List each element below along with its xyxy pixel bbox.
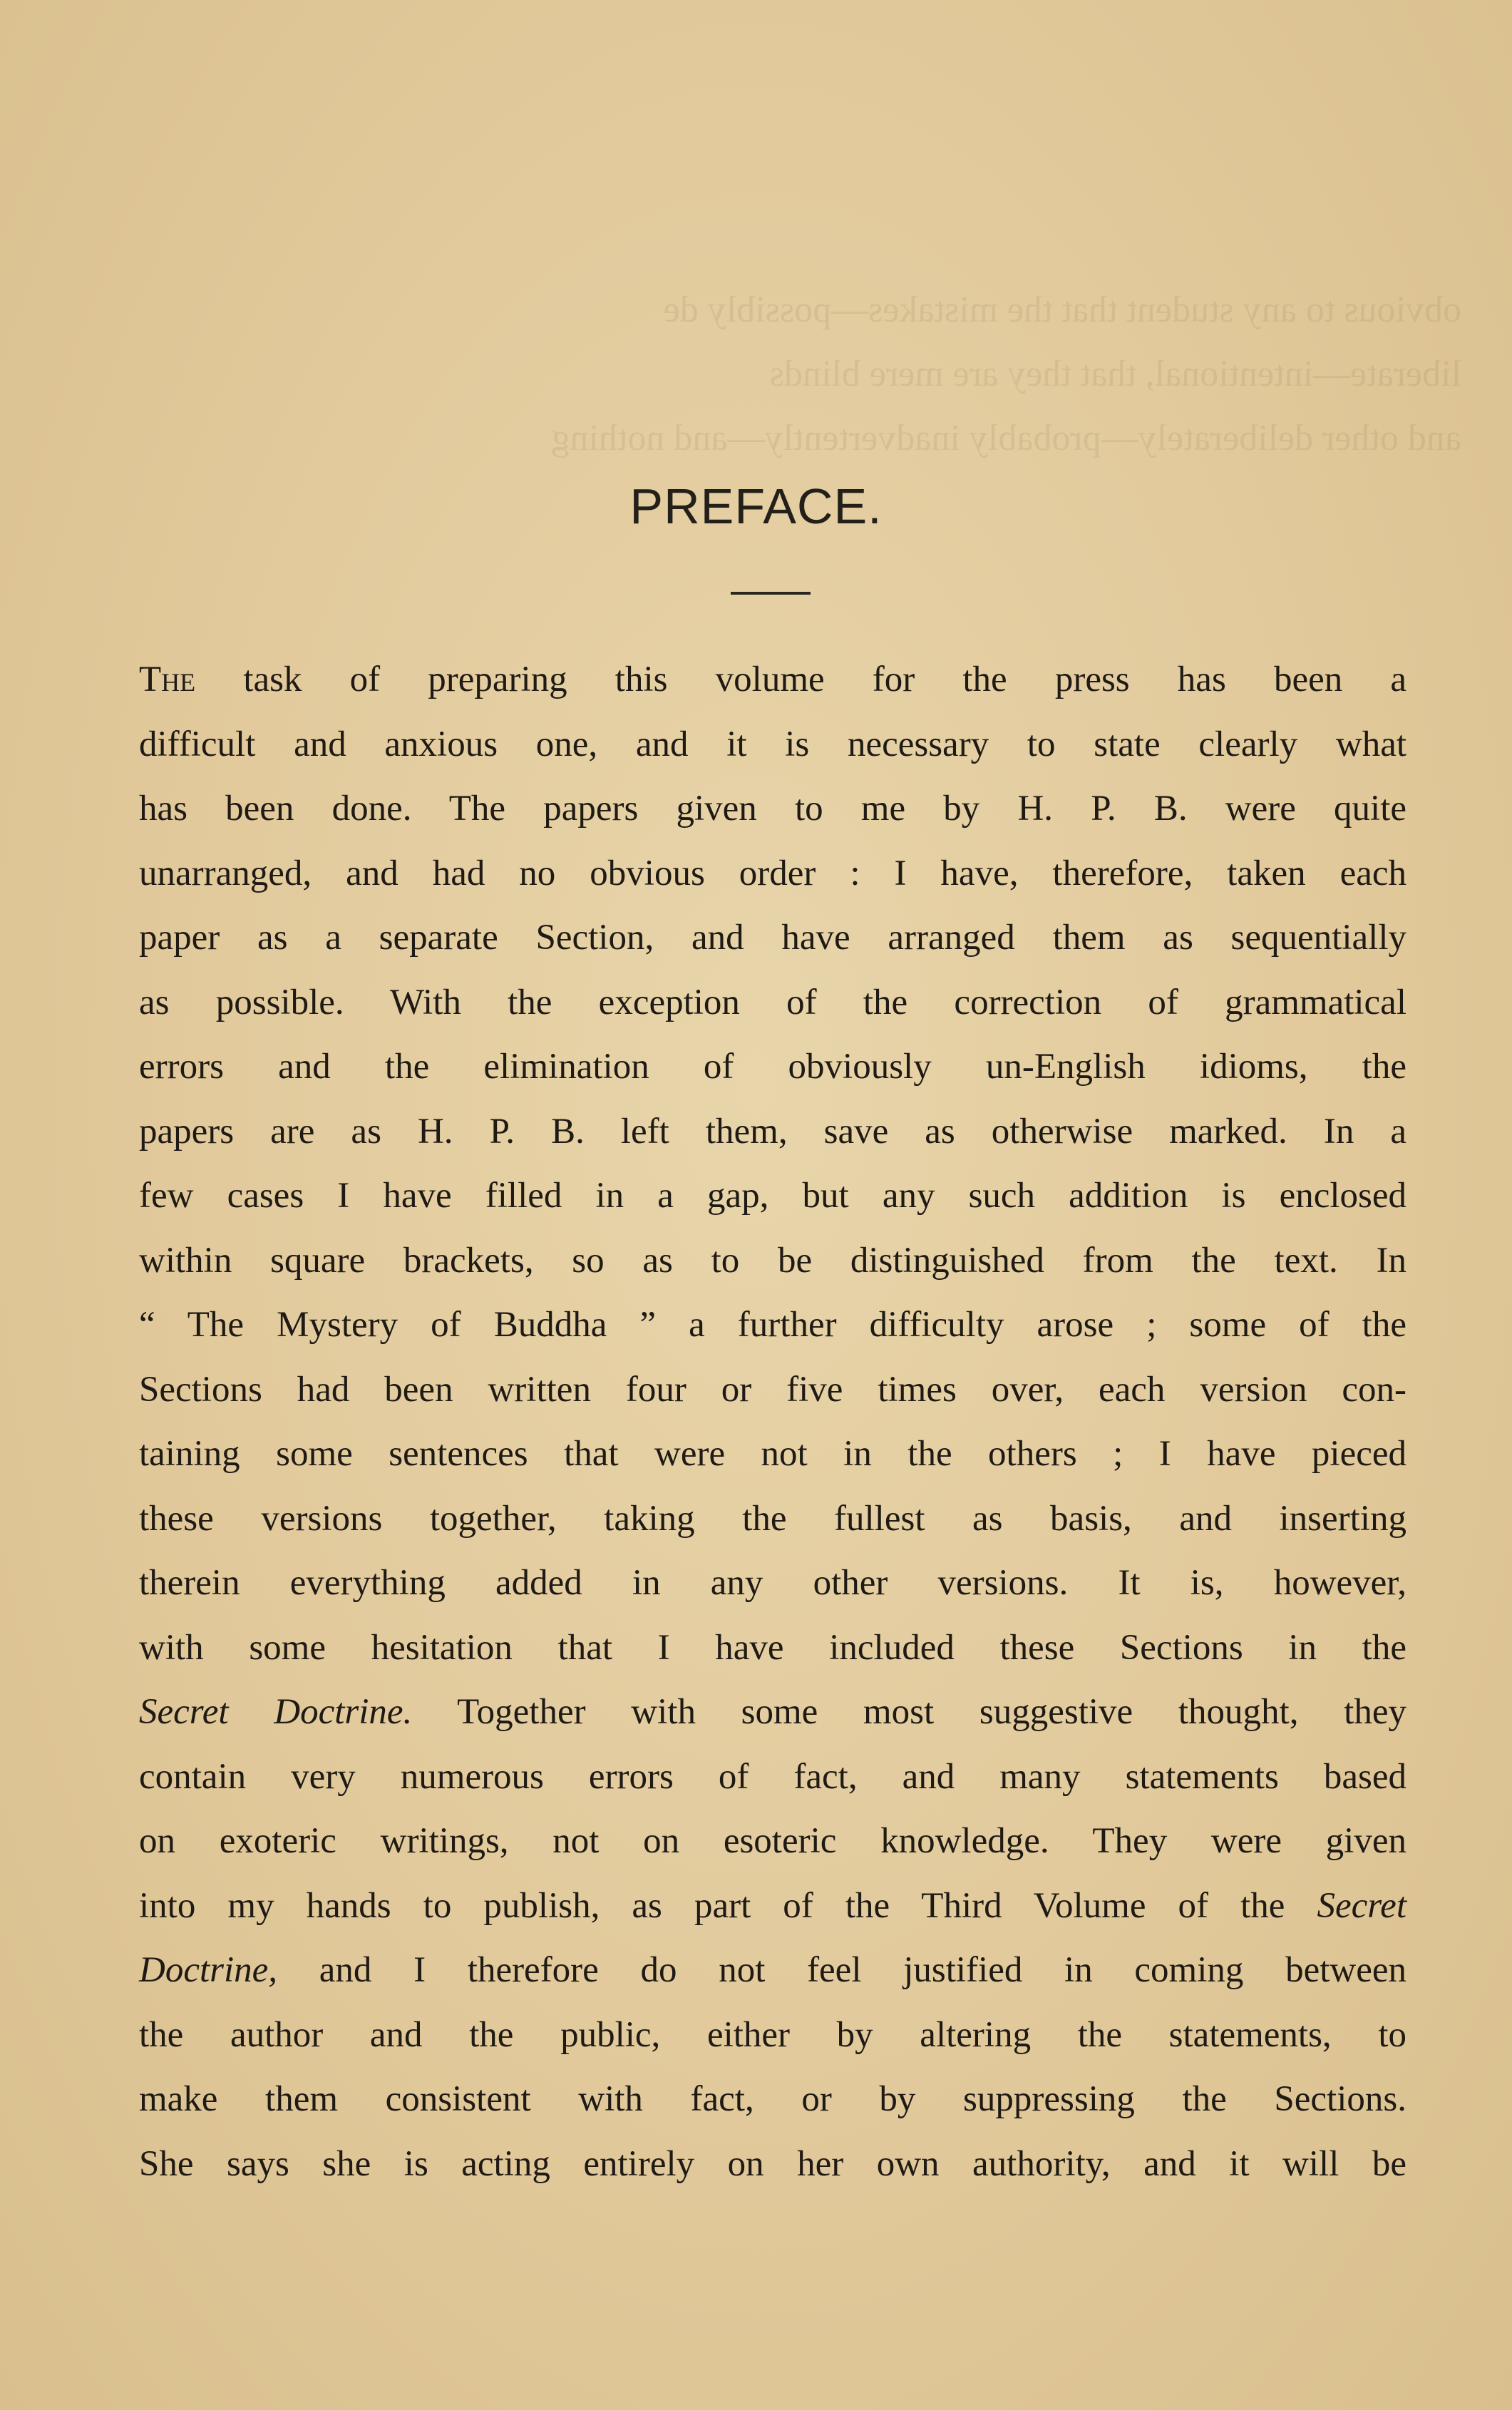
text-line: therein everything added in any other versions. It is, however, bbox=[139, 1563, 1406, 1603]
show-through-text: obvious to any student that the mistakes—possibly de liberate—intentional, that they are mere blinds and other deliberately—probably inadvertently—and nothing bbox=[551, 289, 1461, 458]
text-line: make them consistent with fact, or by suppressing the Sections. bbox=[139, 2079, 1406, 2119]
text-line: taining some sentences that were not in the others ; I have pieced bbox=[139, 1434, 1406, 1474]
text-line: paper as a separate Section, and have arranged them as sequentially bbox=[139, 918, 1406, 958]
title-divider bbox=[731, 592, 811, 595]
italic-title: Secret bbox=[1317, 1885, 1406, 1926]
text-line: as possible. With the exception of the correction of grammatical bbox=[139, 982, 1406, 1022]
text-line: unarranged, and had no obvious order : I have, therefore, taken each bbox=[139, 853, 1406, 893]
preface-body bbox=[139, 647, 1406, 2196]
text-line: “ The Mystery of Buddha ” a further difficulty arose ; some of the bbox=[139, 1305, 1406, 1345]
text-line: contain very numerous errors of fact, and many statements based bbox=[139, 1756, 1406, 1797]
text-line: with some hesitation that I have included these Sections in the bbox=[139, 1627, 1406, 1668]
text-line: Doctrine, and I therefore do not feel justified in coming between bbox=[139, 1950, 1406, 1990]
text-line: on exoteric writings, not on esoteric knowledge. They were given bbox=[139, 1821, 1406, 1861]
text-line: She says she is acting entirely on her own authority, and it will be bbox=[139, 2143, 1406, 2184]
text-line: difficult and anxious one, and it is necessary to state clearly what bbox=[139, 724, 1406, 764]
italic-title: Doctrine, bbox=[139, 1950, 278, 1990]
text-line: the author and the public, either by altering the statements, to bbox=[139, 2014, 1406, 2055]
text-line: into my hands to publish, as part of the Third Volume of the Secret bbox=[139, 1885, 1406, 1926]
opening-word: The bbox=[139, 660, 196, 699]
text-line: these versions together, taking the fullest as basis, and inserting bbox=[139, 1498, 1406, 1539]
text-line: has been done. The papers given to me by H. P. B. were quite bbox=[139, 789, 1406, 829]
text-line: Sections had been written four or five times over, each version con- bbox=[139, 1369, 1406, 1410]
page-title: PREFACE. bbox=[629, 478, 883, 534]
text-line: papers are as H. P. B. left them, save as otherwise marked. In a bbox=[139, 1111, 1406, 1152]
text-line: errors and the elimination of obviously un-English idioms, the bbox=[139, 1047, 1406, 1087]
text-line: The task of preparing this volume for the press has been a bbox=[139, 660, 1407, 699]
text-line: few cases I have filled in a gap, but any such addition is enclosed bbox=[139, 1176, 1406, 1216]
text-line: within square brackets, so as to be distinguished from the text. In bbox=[139, 1240, 1406, 1281]
text-line: Secret Doctrine. Together with some most suggestive thought, they bbox=[139, 1692, 1406, 1732]
italic-title: Secret Doctrine. bbox=[139, 1692, 413, 1732]
